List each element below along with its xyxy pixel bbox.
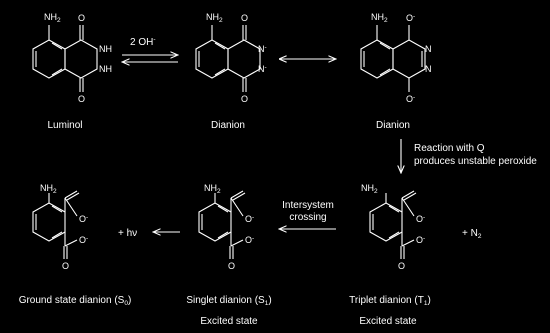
triplet-state: Excited state xyxy=(359,316,417,327)
dianion-1-label: Dianion xyxy=(211,120,245,131)
dianion-2-oxygen-top: O- xyxy=(406,13,416,23)
dianion-2-structure xyxy=(361,12,432,104)
singlet-state: Excited state xyxy=(200,316,258,327)
triplet-oxygen-2: O- xyxy=(416,235,426,245)
photon-label: + hν xyxy=(118,228,138,239)
ground-oxygen-1: O- xyxy=(79,214,89,224)
singlet-oxygen-2: O- xyxy=(245,235,255,245)
isc-line-1: Intersystem xyxy=(282,200,334,211)
singlet-oxygen-3: O xyxy=(228,261,236,271)
triplet-label: Triplet dianion $(T_1)$ xyxy=(349,295,431,307)
singlet-label: Singlet dianion $(S_1)$ xyxy=(186,295,272,307)
dianion-2-n-bottom: N xyxy=(425,64,432,74)
triplet-oxygen-1: O- xyxy=(416,214,426,224)
ground-structure xyxy=(33,183,88,271)
triplet-structure xyxy=(361,183,425,271)
dianion-2-n-top: N xyxy=(425,44,432,54)
triplet-oxygen-3: O xyxy=(398,261,406,271)
singlet-amine-label: $NH_2$ xyxy=(204,183,221,195)
ground-amine-label: $NH_2$ xyxy=(40,183,57,195)
dianion-1-amine-label: $NH_2$ xyxy=(206,12,223,24)
reagent-label: 2 OH- xyxy=(130,36,156,48)
dianion-1-n-top: N- xyxy=(258,44,267,54)
triplet-amine-label: $NH_2$ xyxy=(361,183,378,195)
luminol-structure xyxy=(33,12,112,104)
ground-label: Ground state dianion $(S_0)$ xyxy=(18,295,132,307)
equilibrium-arrow xyxy=(122,55,178,62)
reaction-line-2: produces unstable peroxide xyxy=(414,156,537,167)
luminol-nh-top: NH xyxy=(99,44,112,54)
ground-oxygen-2: O- xyxy=(79,235,89,245)
dianion-1-n-bottom: N- xyxy=(258,64,267,74)
luminol-nh-bottom: NH xyxy=(99,64,112,74)
dianion-1-oxygen-top: O xyxy=(241,13,249,23)
dianion-2-oxygen-bottom: O- xyxy=(406,94,416,104)
reaction-line-1: Reaction with Q xyxy=(414,143,485,154)
isc-line-2: crossing xyxy=(289,212,327,223)
luminol-oxygen-top: O xyxy=(78,13,86,23)
luminol-amine-label: $NH_2$ xyxy=(44,12,61,24)
nitrogen-byproduct: + $N_2$ xyxy=(462,228,482,240)
dianion-2-amine-label: $NH_2$ xyxy=(371,12,388,24)
luminol-label: Luminol xyxy=(47,120,83,131)
dianion-1-oxygen-bottom: O xyxy=(241,94,249,104)
singlet-structure xyxy=(199,183,254,271)
ground-oxygen-3: O xyxy=(62,261,70,271)
luminol-oxygen-bottom: O xyxy=(78,94,86,104)
dianion-1-structure xyxy=(196,12,267,104)
singlet-oxygen-1: O- xyxy=(245,214,255,224)
dianion-2-label: Dianion xyxy=(376,120,410,131)
